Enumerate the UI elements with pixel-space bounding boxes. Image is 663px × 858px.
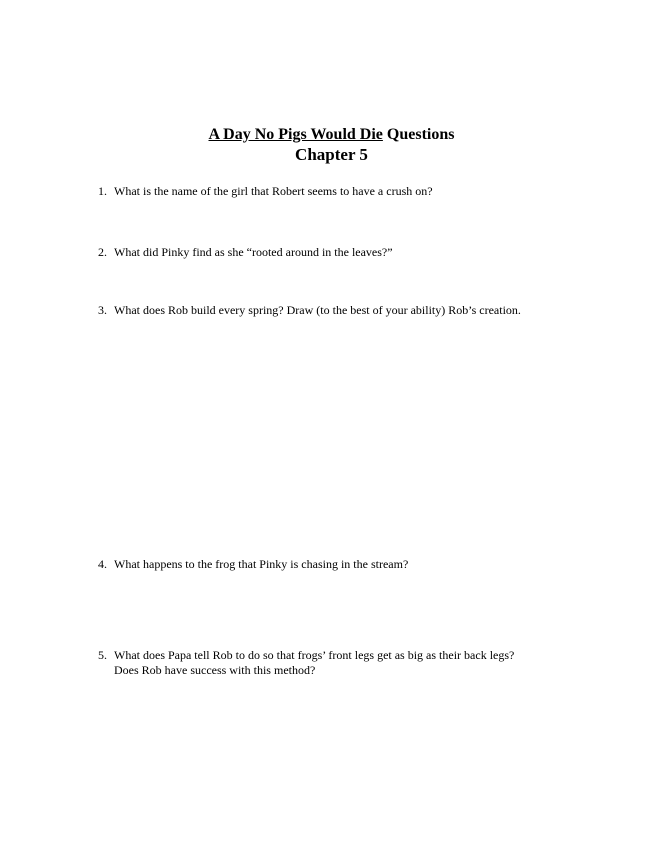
question-number: 1. — [98, 184, 107, 198]
question-number: 5. — [98, 648, 107, 662]
question-number: 4. — [98, 557, 107, 571]
question-text: What does Papa tell Rob to do so that frogs’ front legs get as big as their back legs? — [114, 648, 515, 662]
question-3 — [98, 303, 521, 318]
page-title — [0, 125, 663, 145]
question-5 — [98, 648, 514, 678]
question-text: What did Pinky find as she “rooted around in the leaves?” — [114, 245, 393, 259]
question-text-continuation: Does Rob have success with this method? — [114, 663, 316, 677]
question-text: What happens to the frog that Pinky is chasing in the stream? — [114, 557, 409, 571]
question-4 — [98, 557, 408, 572]
question-text: What does Rob build every spring? Draw (to the best of your ability) Rob’s creation. — [114, 303, 521, 317]
question-number: 2. — [98, 245, 107, 259]
question-2 — [98, 245, 393, 260]
chapter-heading: Chapter 5 — [295, 145, 368, 164]
question-number: 3. — [98, 303, 107, 317]
title-suffix: Questions — [382, 126, 455, 143]
book-title: A Day No Pigs Would Die — [208, 126, 383, 143]
question-1 — [98, 184, 433, 199]
question-text: What is the name of the girl that Robert seems to have a crush on? — [114, 184, 433, 198]
